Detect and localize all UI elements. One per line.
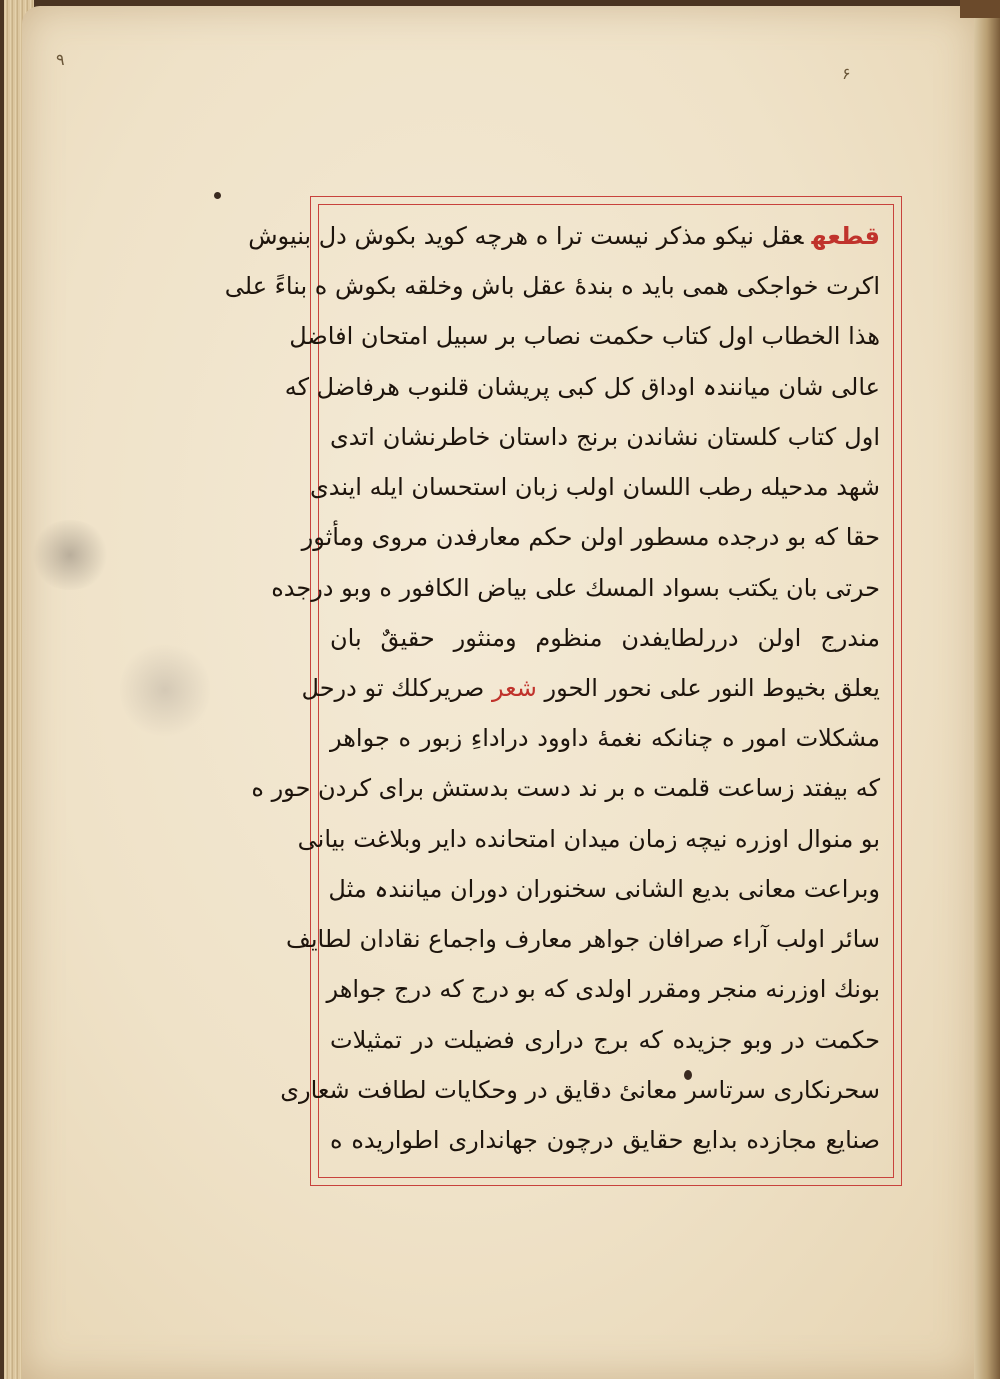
folio-number-top: ۶ [842, 64, 851, 83]
text-line: صنایع مجازده بدایع حقایق درچون جهانداری اطواریده ه [330, 1125, 880, 1154]
text-line: وبراعت معانی بدیع الشانی سخنوران دوران میانندہ مثل [328, 874, 880, 903]
text-line [301, 668, 880, 708]
binding-corner [960, 0, 1000, 18]
text-line: مندرج اولن دررلطایفدن منظوم ومنثور حقیقٌ بان [330, 623, 880, 652]
text-line: عالی شان میانندہ اوداق کل کبی پریشان قلنوب هرفاضل که [284, 372, 880, 401]
rubric-heading: قطعه [811, 222, 880, 250]
text-line: سائر اولب آراء صرافان جواهر معارف واجماع نقادان لطایف [286, 925, 880, 954]
text-line: حکمت در وبو جزیده که برج دراری فضیلت در تمثیلات [330, 1025, 880, 1054]
text-line: که بیفتد زساعت قلمت ه بر ند دست بدستش برای کردن حور ه [251, 774, 880, 803]
text-line: شهد مدحیله رطب اللسان اولب زبان استحسان ایله ایندی [309, 473, 880, 502]
text-line: بونك اوزرنه منجر ومقرر اولدی که بو درج که درج جواهر [326, 975, 880, 1004]
ink-dot [214, 192, 221, 199]
text-line: اول کتاب کلستان نشاندن برنج داستان خاطرنشان اتدی [330, 422, 880, 451]
text-line: هذا الخطاب اول کتاب حکمت نصاب بر سبیل امتحان افاضل [289, 322, 880, 351]
page-edges-right [974, 0, 1000, 1379]
folio-number-left: ٩ [56, 50, 65, 69]
text-block [224, 208, 884, 1172]
text-line: سحرنکاری سرتاسر معانیٔ دقایق در وحکایات لطافت شعاری [280, 1075, 880, 1104]
text-line: اکرت خواجکی همی باید ه بندهٔ عقل باش وخلقه بکوش ه بناءً علی [224, 272, 880, 301]
text-line: بو منوال اوزره نیچه زمان میدان امتحانده دایر وبلاغت بیانی [297, 824, 880, 853]
line-text: عقل نیکو مذکر نیست ترا ه هرچه کوید بکوش دل بنیوش [248, 222, 804, 250]
stain-mark [30, 520, 110, 590]
stain-mark [120, 640, 210, 740]
text-line [248, 216, 880, 256]
line-text: صریرکلك تو درحل [301, 673, 485, 702]
text-line: حقا که بو درجده مسطور اولن حکم معارفدن مروی ومأثور [301, 523, 880, 552]
text-line: حرتی بان یکتب بسواد المسك علی بیاض الكافور ه وبو درجده [271, 573, 880, 602]
line-text: یعلق بخیوط النور علی نحور الحور [544, 673, 880, 702]
text-line: مشکلات امور ه چنانکه نغمهٔ داوود دراداءِ زبور ه جواهر [330, 724, 880, 753]
rubric-inline: شعر [491, 673, 537, 702]
